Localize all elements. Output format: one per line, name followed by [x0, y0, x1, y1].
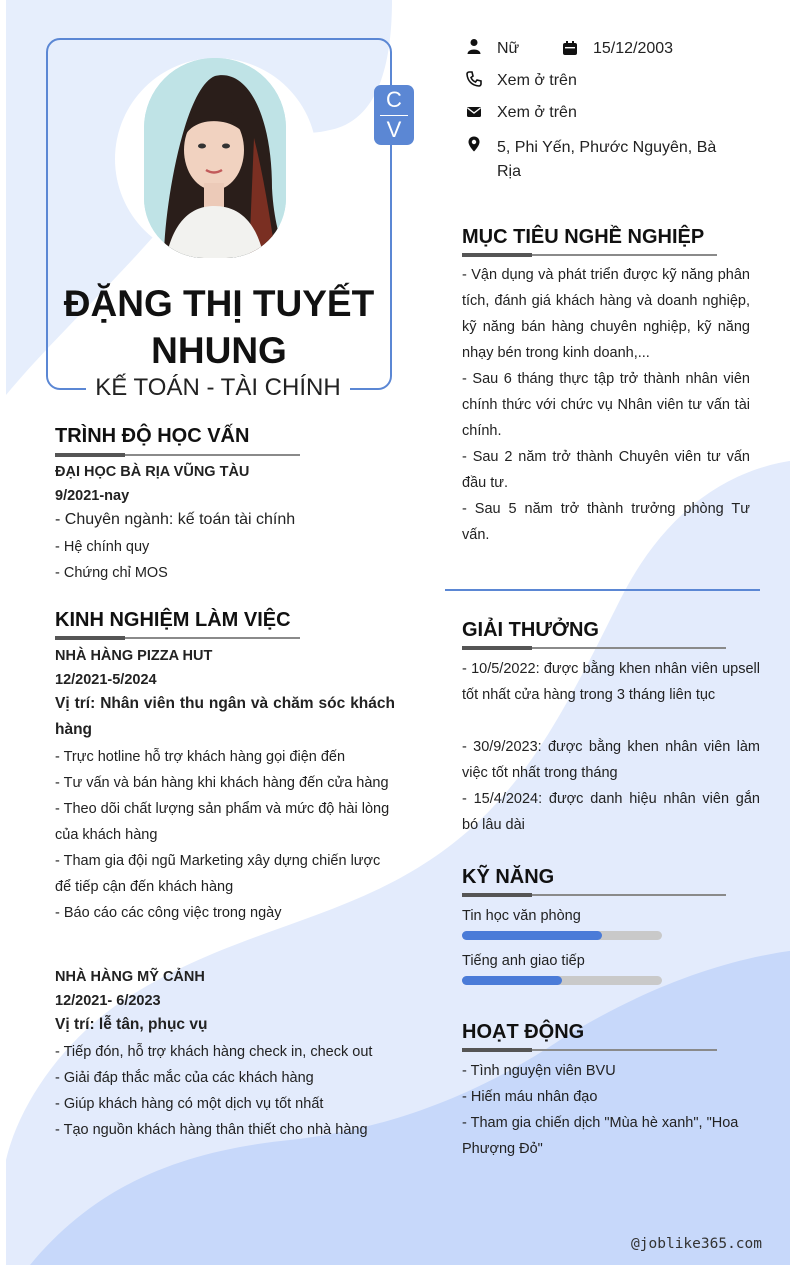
job-position: Vị trí: Nhân viên thu ngân và chăm sóc khách hàng: [55, 695, 395, 738]
award-line: - 10/5/2022: được bằng khen nhân viên upsell tốt nhất cửa hàng trong 3 tháng liên tục: [462, 661, 760, 703]
job-duty: - Báo cáo các công việc trong ngày: [55, 905, 282, 921]
job-company: NHÀ HÀNG PIZZA HUT: [55, 648, 213, 664]
job-period: 12/2021-5/2024: [55, 672, 157, 688]
awards-rule: [462, 647, 726, 649]
section-divider: [445, 589, 760, 591]
objective-line: - Sau 5 năm trở thành trưởng phòng Tư vấn.: [462, 501, 750, 543]
skill-label: Tiếng anh giao tiếp: [462, 953, 585, 969]
objective-rule: [462, 254, 717, 256]
activity-line: - Hiến máu nhân đạo: [462, 1089, 598, 1105]
education-rule: [55, 454, 300, 456]
job-duty: - Tạo nguồn khách hàng thân thiết cho nhà hàng: [55, 1122, 368, 1138]
gender-value: Nữ: [497, 40, 520, 57]
phone-icon: [466, 71, 482, 87]
profile-photo: [144, 58, 286, 258]
job-period: 12/2021- 6/2023: [55, 993, 161, 1009]
job-duty: - Tiếp đón, hỗ trợ khách hàng check in, check out: [55, 1044, 373, 1060]
job-duty: - Tham gia đội ngũ Marketing xây dựng chiến lược để tiếp cận đến khách hàng: [55, 853, 381, 895]
education-period: 9/2021-nay: [55, 488, 130, 504]
email-value: Xem ở trên: [497, 104, 577, 121]
skill-bar: [462, 976, 662, 985]
job-duty: - Theo dõi chất lượng sản phẩm và mức độ hài lòng của khách hàng: [55, 801, 390, 843]
activities-rule: [462, 1049, 717, 1051]
address-value: 5, Phi Yến, Phước Nguyên, Bà Rịa: [497, 139, 717, 180]
job-duty: - Giúp khách hàng có một dịch vụ tốt nhất: [55, 1096, 324, 1112]
education-title: TRÌNH ĐỘ HỌC VẤN: [55, 425, 250, 447]
job-duty: - Tư vấn và bán hàng khi khách hàng đến cửa hàng: [55, 775, 389, 791]
award-line: - 30/9/2023: được bằng khen nhân viên làm việc tốt nhất trong tháng: [462, 739, 760, 781]
skill-label: Tin học văn phòng: [462, 908, 581, 924]
education-line: - Chứng chỉ MOS: [55, 565, 168, 581]
activity-line: - Tình nguyện viên BVU: [462, 1063, 616, 1079]
awards-title: GIẢI THƯỞNG: [462, 619, 599, 641]
experience-title: KINH NGHIỆM LÀM VIỆC: [55, 609, 291, 631]
job-duty: - Trực hotline hỗ trợ khách hàng gọi điện đến: [55, 749, 346, 765]
person-icon: [466, 38, 482, 54]
candidate-name: ĐẶNG THỊ TUYẾT NHUNG: [63, 283, 375, 371]
phone-value: Xem ở trên: [497, 72, 577, 89]
cv-badge: C V: [374, 85, 414, 145]
skill-bar: [462, 931, 662, 940]
location-pin-icon: [466, 136, 482, 152]
skills-title: KỸ NĂNG: [462, 866, 555, 888]
envelope-icon: [466, 104, 482, 120]
job-duty: - Giải đáp thắc mắc của các khách hàng: [55, 1070, 314, 1086]
objective-line: - Sau 6 tháng thực tập trở thành nhân viên chính thức với chức vụ Nhân viên tư vấn tài chính.: [462, 371, 750, 439]
job-company: NHÀ HÀNG MỸ CẢNH: [55, 969, 205, 985]
experience-rule: [55, 637, 300, 639]
watermark: @joblike365.com: [631, 1236, 762, 1252]
candidate-role: KẾ TOÁN - TÀI CHÍNH: [95, 374, 341, 401]
activity-line: - Tham gia chiến dịch "Mùa hè xanh", "Hoa Phượng Đỏ": [462, 1115, 739, 1157]
calendar-icon: [562, 40, 578, 56]
birthday-value: 15/12/2003: [593, 40, 674, 57]
job-position: Vị trí: lễ tân, phục vụ: [55, 1016, 208, 1033]
education-line: - Hệ chính quy: [55, 539, 150, 555]
objective-title: MỤC TIÊU NGHỀ NGHIỆP: [462, 226, 705, 248]
activities-title: HOẠT ĐỘNG: [462, 1021, 585, 1043]
education-school: ĐẠI HỌC BÀ RỊA VŨNG TÀU: [55, 464, 250, 480]
skills-rule: [462, 894, 726, 896]
objective-line: - Vận dụng và phát triển được kỹ năng phân tích, đánh giá khách hàng và doanh nghiệp, kỹ năng bán hàng chuyên nghiệp, kỹ năng nhạy bén trong kinh doanh,...: [462, 267, 750, 361]
award-line: - 15/4/2024: được danh hiệu nhân viên gắn bó lâu dài: [462, 791, 760, 833]
education-line: - Chuyên ngành: kế toán tài chính: [55, 511, 296, 528]
objective-line: - Sau 2 năm trở thành Chuyên viên tư vấn đầu tư.: [462, 449, 750, 491]
